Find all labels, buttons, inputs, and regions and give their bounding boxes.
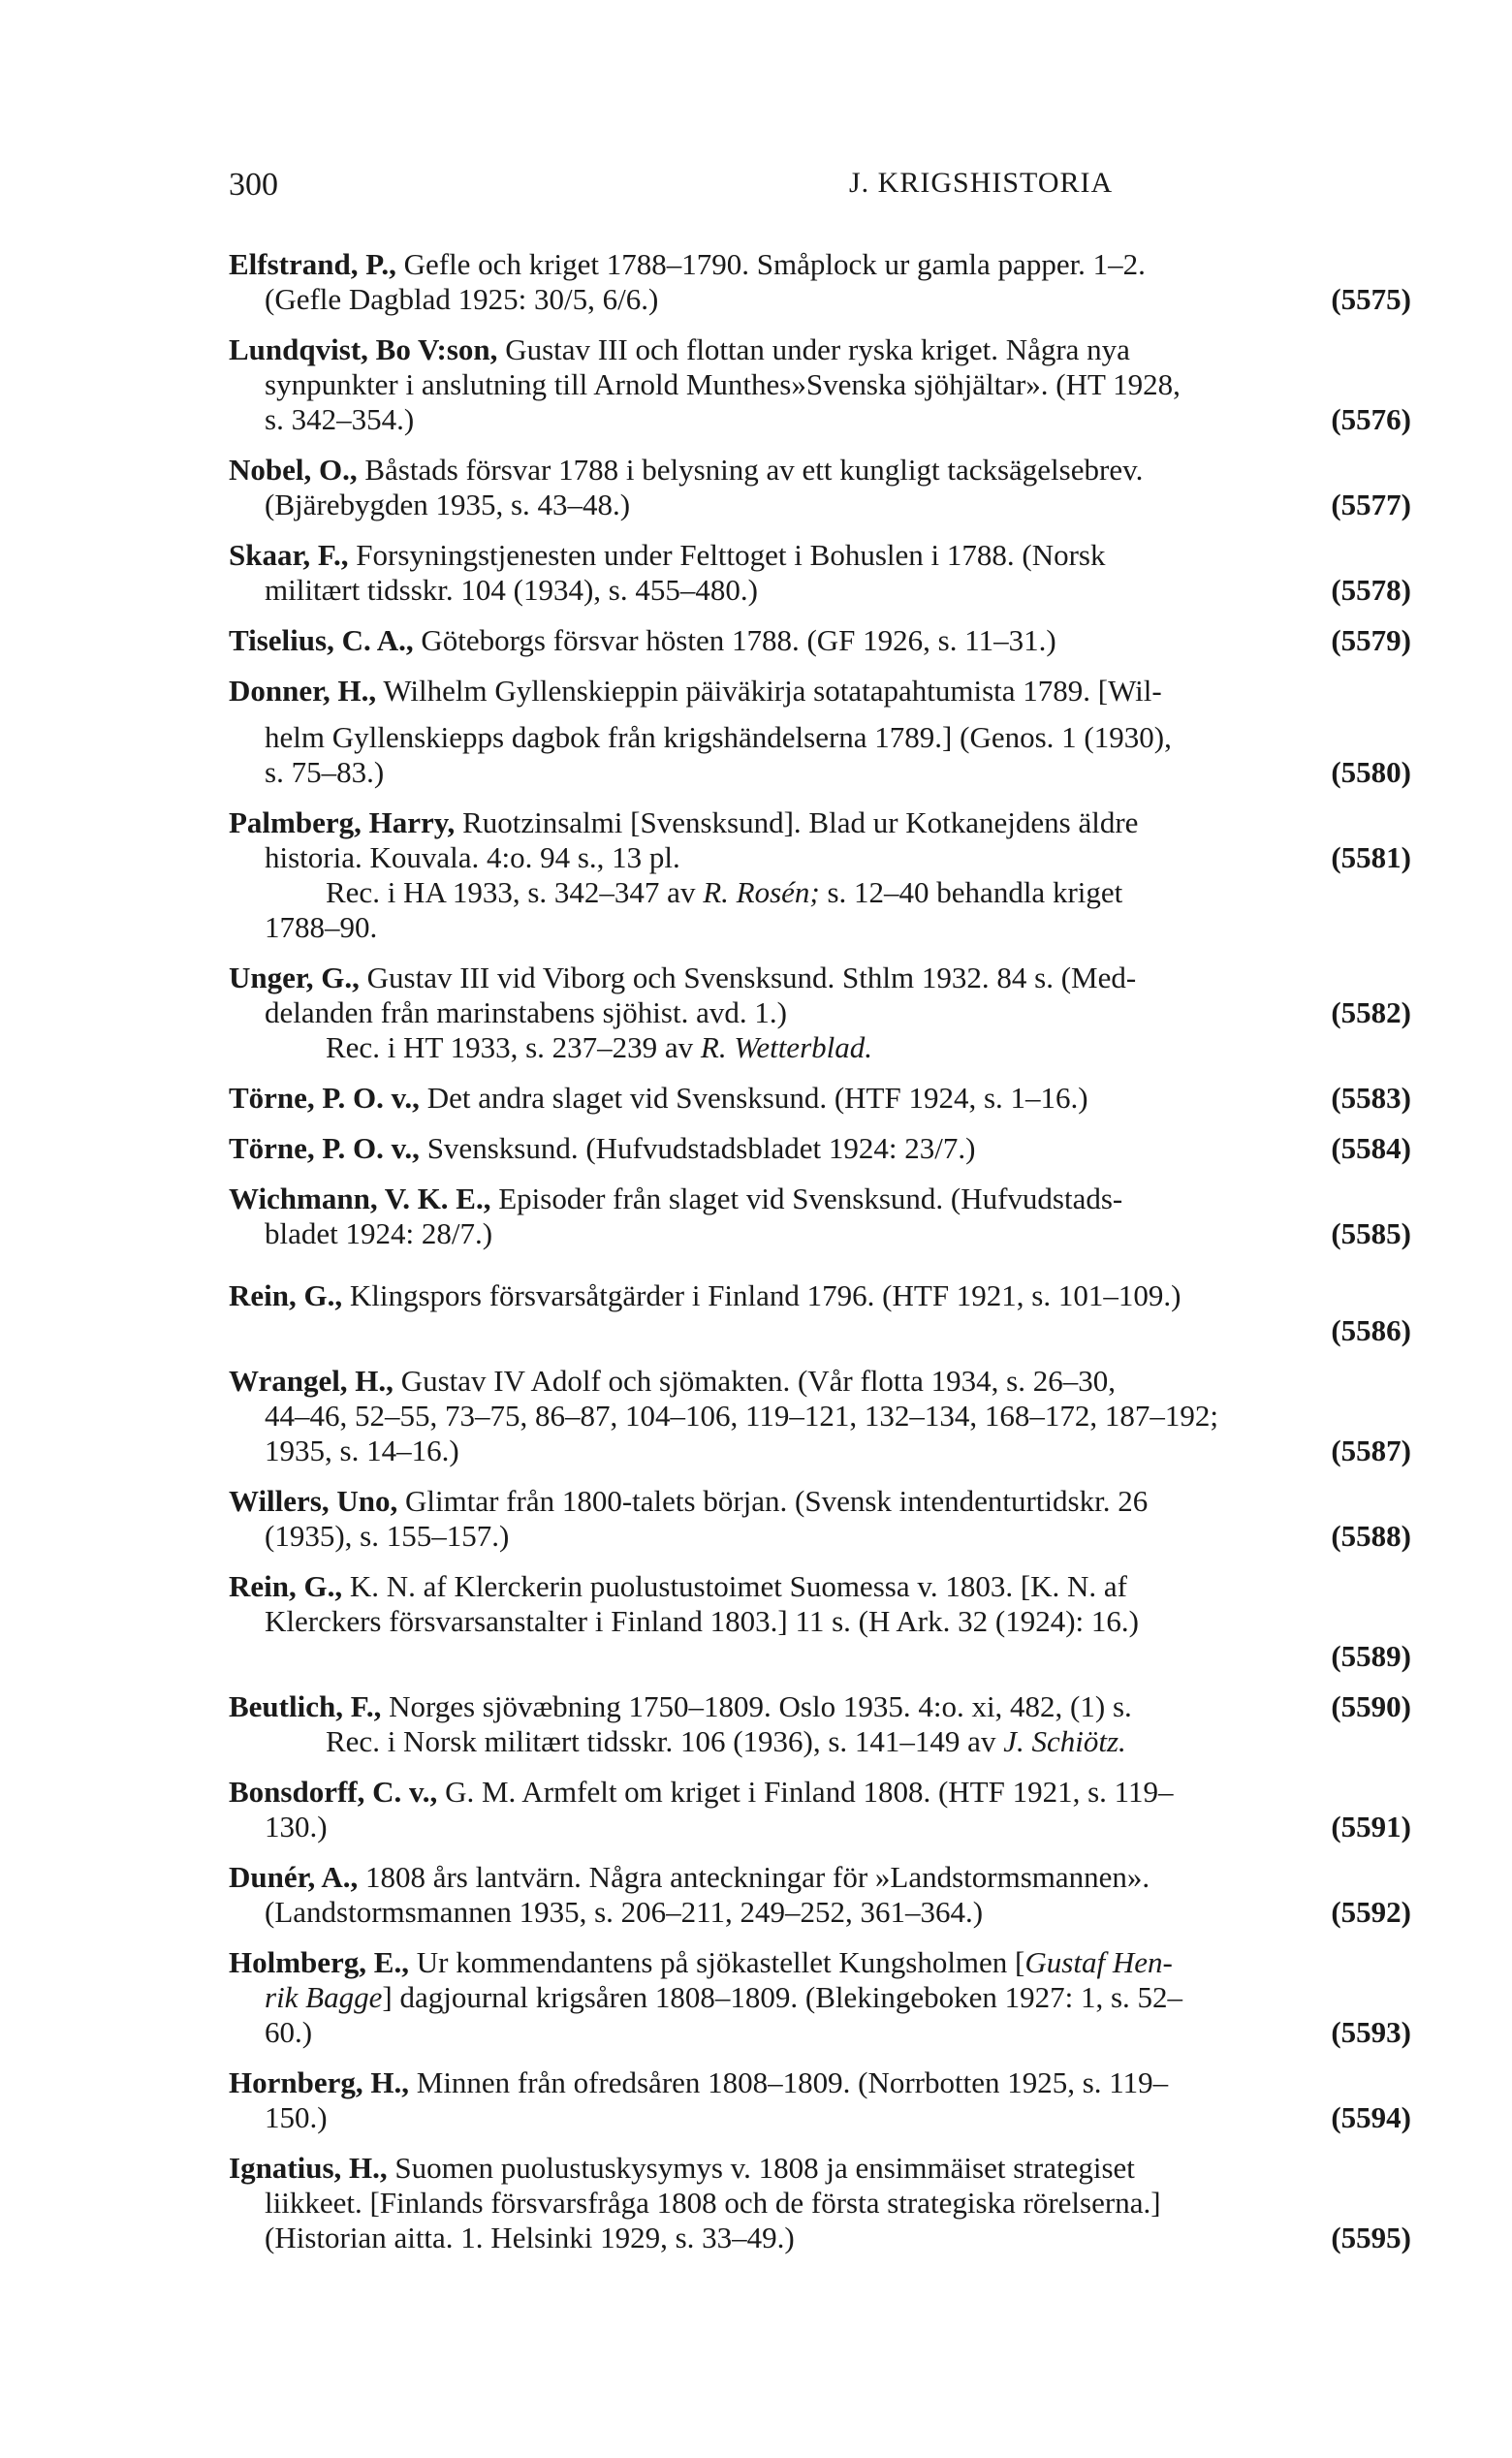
entry-text: Wilhelm Gyllenskieppin päiväkirja sotatapahtumista 1789. [Wil- [376,674,1162,708]
entry-text: G. M. Armfelt om kriget i Finland 1808. (HTF 1921, s. 119– [437,1775,1174,1809]
entry-author: Törne, P. O. v., [229,1131,420,1165]
bibliography-entry [229,674,1411,790]
entry-number: (5593) [1331,2015,1411,2049]
entry-text: s. 342–354.) [265,402,415,436]
entry-number: (5585) [1331,1216,1411,1250]
review-author: J. Schiötz. [1003,1724,1126,1758]
entry-text: 1935, s. 14–16.) [265,1434,459,1467]
entry-number: (5584) [1331,1131,1411,1165]
entry-text: K. N. af Klerckerin puolustustoimet Suomessa v. 1803. [K. N. af [342,1569,1127,1603]
entry-author: Unger, G., [229,961,360,994]
entry-author: Rein, G., [229,1278,343,1312]
entry-text: Gustav III vid Viborg och Svensksund. Sthlm 1932. 84 s. (Med- [359,961,1137,994]
entry-author: Skaar, F., [229,538,349,572]
entry-number: (5595) [1331,2221,1411,2254]
review-text: Rec. i HA 1933, s. 342–347 av [326,875,704,909]
entry-author: Nobel, O., [229,453,358,487]
entry-number: (5587) [1331,1434,1411,1467]
review-text: 1788–90. [265,910,378,944]
page-number: 300 [229,167,278,203]
entry-text: Glimtar från 1800-talets början. (Svensk intendenturtidskr. 26 [397,1484,1149,1518]
bibliography-entry [229,2065,1411,2135]
entry-number: (5575) [1331,282,1411,316]
entry-text: (Landstormsmannen 1935, s. 206–211, 249–252, 361–364.) [265,1895,984,1929]
bibliography-entry [229,247,1411,317]
bibliography-list [229,247,1411,2271]
entry-text: (Gefle Dagblad 1925: 30/5, 6/6.) [265,282,659,316]
entry-text: Ruotzinsalmi [Svensksund]. Blad ur Kotkanejdens äldre [455,805,1139,839]
bibliography-entry [229,1081,1411,1116]
entry-text: Forsyningstjenesten under Felttoget i Bohuslen i 1788. (Norsk [348,538,1106,572]
entry-text: Suomen puolustuskysymys v. 1808 ja ensimmäiset strategiset [387,2151,1135,2185]
entry-text: helm Gyllenskiepps dagbok från krigshändelserna 1789.] (Genos. 1 (1930), [265,720,1172,754]
entry-text: Klerckers försvarsanstalter i Finland 1803.] 11 s. (H Ark. 32 (1924): 16.) [265,1604,1139,1638]
entry-text: Gefle och kriget 1788–1790. Småplock ur gamla papper. 1–2. [395,247,1146,281]
entry-number: (5576) [1331,402,1411,436]
entry-text: (1935), s. 155–157.) [265,1519,510,1553]
bibliography-entry [229,332,1411,437]
bibliography-entry [229,1689,1411,1759]
entry-author: Donner, H., [229,674,377,708]
entry-text: (Historian aitta. 1. Helsinki 1929, s. 33–49.) [265,2221,795,2254]
review-text: Rec. i Norsk militært tidsskr. 106 (1936), s. 141–149 av [326,1724,1004,1758]
bibliography-entry [229,1364,1411,1468]
entry-text: Göteborgs försvar hösten 1788. (GF 1926, s. 11–31.) [413,623,1056,657]
entry-author: Bonsdorff, C. v., [229,1775,438,1809]
entry-text: Norges sjövæbning 1750–1809. Oslo 1935. 4:o. xi, 482, (1) s. [381,1689,1132,1723]
entry-author: Beutlich, F., [229,1689,382,1723]
entry-number: (5592) [1331,1895,1411,1929]
review-author: R. Wetterblad. [700,1030,872,1064]
entry-author: Wrangel, H., [229,1364,394,1398]
entry-number: (5579) [1331,623,1411,657]
entry-number: (5591) [1331,1810,1411,1844]
entry-number: (5581) [1331,840,1411,874]
entry-text: synpunkter i anslutning till Arnold Munthes»Svenska sjöhjältar». (HT 1928, [265,367,1181,401]
review-author: R. Rosén; [703,875,820,909]
entry-number: (5586) [1331,1313,1411,1347]
entry-text: bladet 1924: 28/7.) [265,1216,493,1250]
entry-number: (5580) [1331,755,1411,789]
bibliography-entry [229,1775,1411,1844]
bibliography-entry [229,453,1411,522]
entry-number: (5589) [1331,1639,1411,1673]
entry-number: (5582) [1331,995,1411,1029]
entry-text: Svensksund. (Hufvudstadsbladet 1924: 23/7.) [419,1131,976,1165]
bibliography-entry [229,1860,1411,1930]
entry-number: (5583) [1331,1081,1411,1115]
bibliography-entry [229,1131,1411,1166]
entry-text: Båstads försvar 1788 i belysning av ett kungligt tacksägelsebrev. [357,453,1144,487]
entry-text: Gustav III och flottan under ryska kriget. Några nya [497,332,1130,366]
entry-text: (Bjärebygden 1935, s. 43–48.) [265,488,631,521]
entry-text: s. 75–83.) [265,755,385,789]
bibliography-entry [229,2151,1411,2255]
entry-text: Episoder från slaget vid Svensksund. (Hufvudstads- [490,1182,1123,1215]
entry-author: Törne, P. O. v., [229,1081,420,1115]
entry-author: Ignatius, H., [229,2151,388,2185]
entry-author: Lundqvist, Bo V:son, [229,332,498,366]
entry-text: 150.) [265,2100,328,2134]
entry-author: Hornberg, H., [229,2065,409,2099]
entry-number: (5578) [1331,573,1411,607]
entry-number: (5588) [1331,1519,1411,1553]
entry-author: Holmberg, E., [229,1945,409,1979]
entry-text: historia. Kouvala. 4:o. 94 s., 13 pl. [265,840,680,874]
entry-text-italic: rik Bagge [265,1980,383,2014]
entry-number: (5577) [1331,488,1411,521]
entry-text: militært tidsskr. 104 (1934), s. 455–480.) [265,573,758,607]
review-text: s. 12–40 behandla kriget [819,875,1123,909]
entry-text: Minnen från ofredsåren 1808–1809. (Norrbotten 1925, s. 119– [409,2065,1169,2099]
entry-text: ] dagjournal krigsåren 1808–1809. (Blekingeboken 1927: 1, s. 52– [382,1980,1183,2014]
entry-text: 130.) [265,1810,328,1844]
entry-author: Dunér, A., [229,1860,359,1894]
entry-text: 60.) [265,2015,313,2049]
entry-author: Tiselius, C. A., [229,623,414,657]
bibliography-entry [229,805,1411,945]
running-head: J. KRIGSHISTORIA [849,167,1114,199]
bibliography-entry [229,538,1411,608]
entry-text-italic: Gustaf Hen- [1024,1945,1173,1979]
entry-author: Palmberg, Harry, [229,805,456,839]
bibliography-entry [229,1945,1411,2050]
bibliography-entry [229,961,1411,1065]
bibliography-entry [229,623,1411,658]
entry-text: 44–46, 52–55, 73–75, 86–87, 104–106, 119–121, 132–134, 168–172, 187–192; [265,1399,1218,1433]
page-header [229,167,1411,215]
entry-author: Wichmann, V. K. E., [229,1182,491,1215]
entry-number: (5594) [1331,2100,1411,2134]
entry-author: Elfstrand, P., [229,247,396,281]
entry-author: Willers, Uno, [229,1484,398,1518]
bibliography-entry [229,1484,1411,1554]
entry-text: Klingspors försvarsåtgärder i Finland 1796. (HTF 1921, s. 101–109.) [342,1278,1181,1312]
entry-text: Gustav IV Adolf och sjömakten. (Vår flotta 1934, s. 26–30, [393,1364,1116,1398]
bibliography-entry [229,1278,1411,1348]
bibliography-entry [229,1569,1411,1674]
entry-text: liikkeet. [Finlands försvarsfråga 1808 och de första strategiska rörelserna.] [265,2186,1161,2220]
bibliography-entry [229,1182,1411,1251]
entry-text: delanden från marinstabens sjöhist. avd. 1.) [265,995,787,1029]
entry-number: (5590) [1331,1689,1411,1723]
review-text: Rec. i HT 1933, s. 237–239 av [326,1030,701,1064]
entry-text: 1808 års lantvärn. Några anteckningar för »Landstormsmannen». [358,1860,1150,1894]
entry-text: Ur kommendantens på sjökastellet Kungsholmen [ [409,1945,1025,1979]
entry-author: Rein, G., [229,1569,343,1603]
entry-text: Det andra slaget vid Svensksund. (HTF 1924, s. 1–16.) [419,1081,1088,1115]
